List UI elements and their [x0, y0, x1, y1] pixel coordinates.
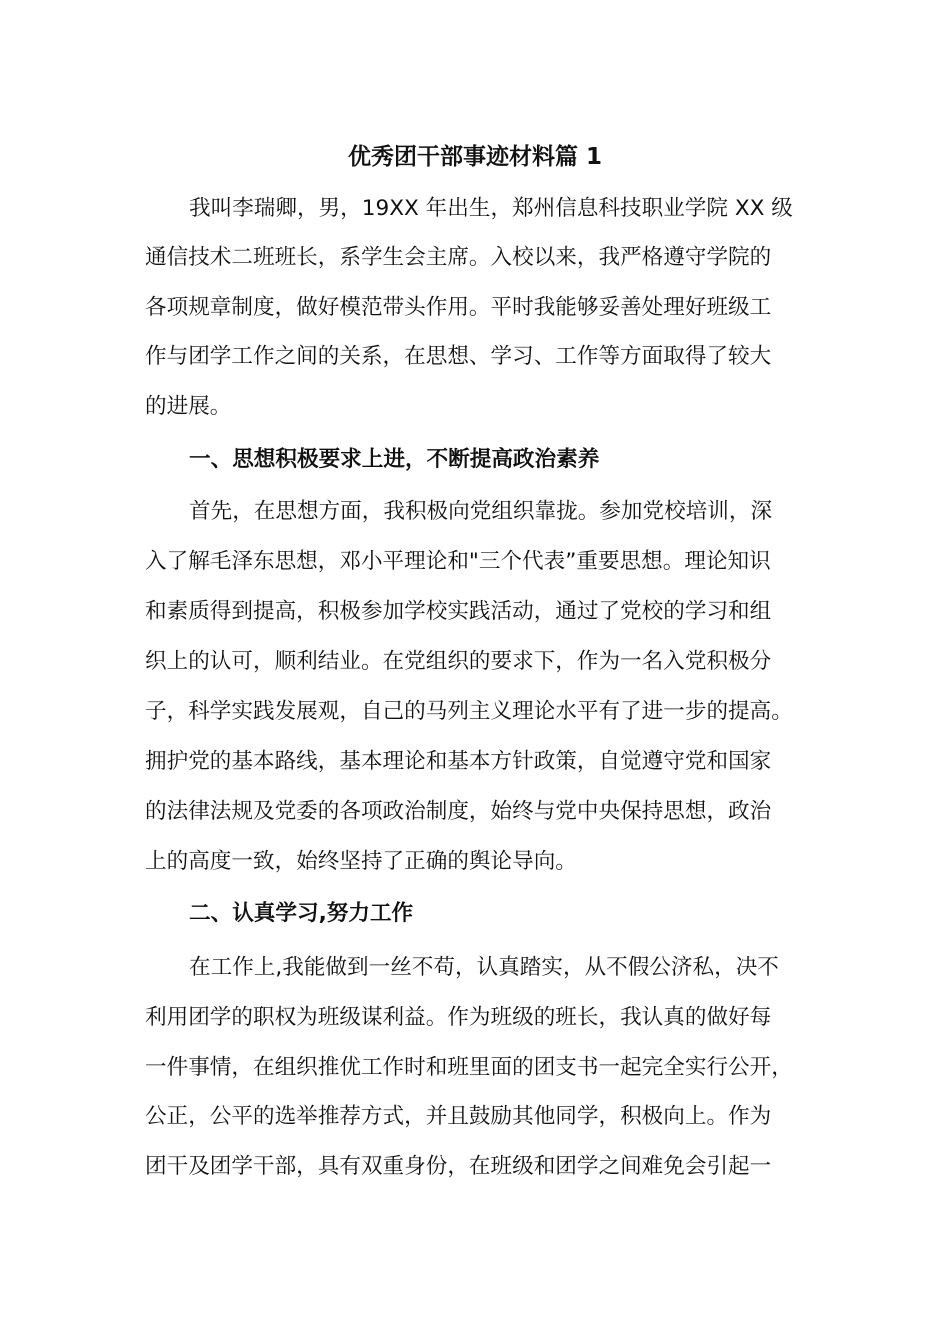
paragraph-line: 织上的认可，顺利结业。在党组织的要求下，作为一名入党积极分: [145, 649, 772, 674]
paragraph-line: 上的高度一致，始终坚持了正确的舆论导向。: [145, 849, 577, 874]
paragraph-line: 我叫李瑞卿，男，19XX 年出生，郑州信息科技职业学院 XX 级: [189, 196, 793, 221]
paragraph-line: 利用团学的职权为班级谋利益。作为班级的班长，我认真的做好每: [145, 1005, 772, 1030]
paragraph-line: 作与团学工作之间的关系，在思想、学习、工作等方面取得了较大: [145, 344, 772, 369]
paragraph-line: 入了解毛泽东思想，邓小平理论和"三个代表”重要思想。理论知识: [145, 549, 771, 574]
paragraph-line: 团干及团学干部，具有双重身份，在班级和团学之间难免会引起一: [145, 1154, 772, 1179]
paragraph-line: 一件事情，在组织推优工作时和班里面的团支书一起完全实行公开，: [145, 1055, 793, 1080]
paragraph-line: 拥护党的基本路线，基本理论和基本方针政策，自觉遵守党和国家: [145, 749, 772, 774]
section-heading-2: 二、认真学习,努力工作: [189, 901, 414, 926]
paragraph-line: 的进展。: [145, 394, 232, 419]
paragraph-line: 的法律法规及党委的各项政治制度，始终与党中央保持思想，政治: [145, 799, 772, 824]
paragraph-line: 公正，公平的选举推荐方式，并且鼓励其他同学，积极向上。作为: [145, 1104, 772, 1129]
document-title: 优秀团干部事迹材料篇 1: [347, 144, 602, 170]
paragraph-line: 通信技术二班班长，系学生会主席。入校以来，我严格遵守学院的: [145, 245, 772, 270]
paragraph-line: 首先，在思想方面，我积极向党组织靠拢。参加党校培训，深: [189, 499, 773, 524]
paragraph-line: 和素质得到提高，积极参加学校实践活动，通过了党校的学习和组: [145, 599, 772, 624]
paragraph-line: 在工作上,我能做到一丝不苟，认真踏实，从不假公济私，决不: [189, 955, 779, 980]
paragraph-line: 子，科学实践发展观，自己的马列主义理论水平有了进一步的提高。: [145, 699, 793, 724]
paragraph-line: 各项规章制度，做好模范带头作用。平时我能够妥善处理好班级工: [145, 295, 772, 320]
section-heading-1: 一、思想积极要求上进，不断提高政治素养: [189, 447, 600, 472]
